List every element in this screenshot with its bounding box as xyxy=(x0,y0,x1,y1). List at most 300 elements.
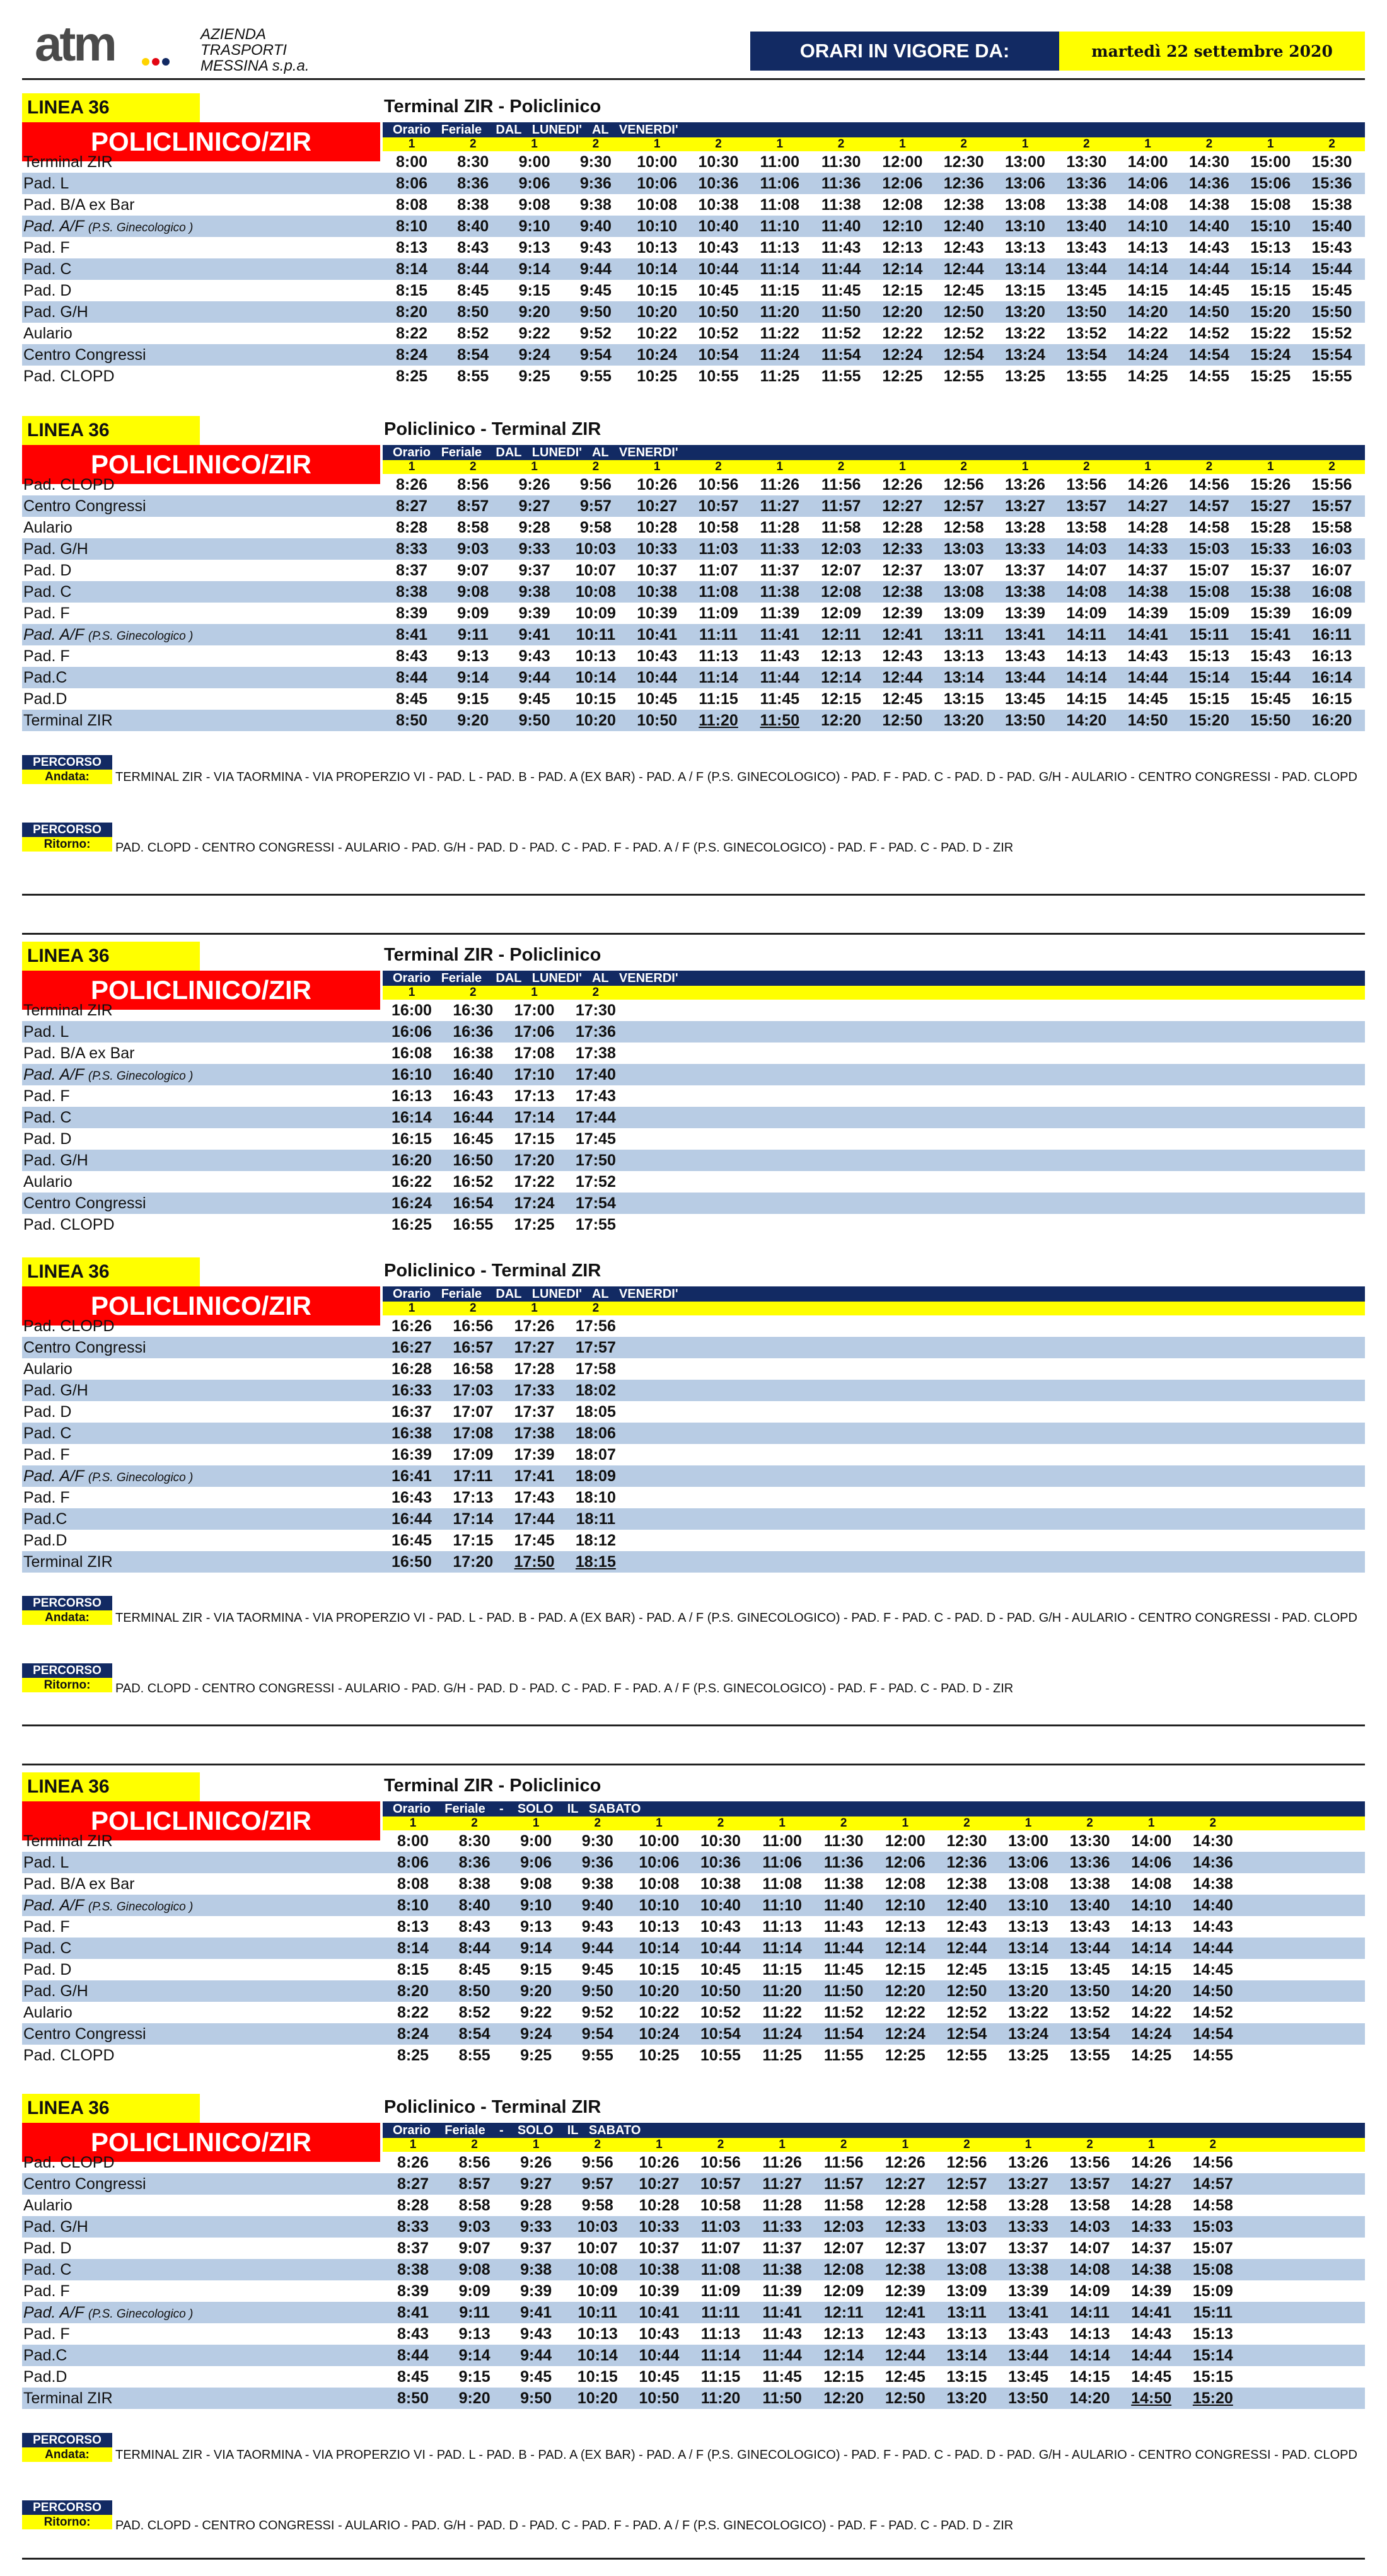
departure-time: 10:13 xyxy=(639,1918,680,1936)
departure-time: 11:14 xyxy=(760,260,800,278)
table-row xyxy=(22,1193,1365,1214)
departure-time: 9:45 xyxy=(520,2368,552,2386)
departure-time: 11:20 xyxy=(760,303,800,321)
departure-time: 14:15 xyxy=(1066,690,1107,708)
departure-time: 15:58 xyxy=(1311,519,1352,536)
departure-time: 15:43 xyxy=(1311,239,1352,257)
departure-time: 13:06 xyxy=(1005,175,1045,192)
departure-time: 15:40 xyxy=(1311,217,1352,235)
departure-time: 13:50 xyxy=(1066,303,1107,321)
departure-time: 15:14 xyxy=(1192,2347,1233,2364)
line-number: LINEA 36 xyxy=(22,416,200,445)
departure-time: 16:52 xyxy=(453,1173,494,1191)
departure-time: 11:50 xyxy=(821,303,861,321)
departure-time: 8:37 xyxy=(395,562,428,579)
departure-time: 13:20 xyxy=(1005,303,1045,321)
stop-name: Pad. F xyxy=(23,1489,70,1506)
table-row xyxy=(22,1107,1365,1128)
departure-time: 14:33 xyxy=(1131,2218,1172,2236)
departure-time: 9:43 xyxy=(579,239,612,257)
departure-time: 11:14 xyxy=(699,669,738,686)
departure-time: 11:45 xyxy=(760,690,800,708)
departure-time: 9:25 xyxy=(520,2047,552,2064)
departure-time: 10:06 xyxy=(639,1854,680,1871)
departure-time: 14:41 xyxy=(1131,2304,1172,2321)
departure-time: 12:52 xyxy=(946,2004,987,2021)
departure-time: 14:44 xyxy=(1188,260,1229,278)
departure-time: 9:33 xyxy=(520,2218,552,2236)
departure-time: 17:08 xyxy=(453,1424,494,1442)
departure-time: 16:45 xyxy=(392,1532,432,1549)
table-row xyxy=(22,237,1365,258)
table-row xyxy=(22,280,1365,301)
departure-time: 9:14 xyxy=(457,669,489,686)
trip-number: 1 xyxy=(531,986,538,999)
departure-time: 12:44 xyxy=(885,2347,926,2364)
trip-number: 2 xyxy=(840,1816,847,1830)
departure-time: 9:37 xyxy=(518,562,550,579)
trip-number: 1 xyxy=(408,986,415,999)
departure-time: 13:44 xyxy=(1069,1939,1110,1957)
departure-time: 8:28 xyxy=(397,2197,429,2214)
departure-time: 14:14 xyxy=(1069,2347,1110,2364)
departure-time: 12:06 xyxy=(885,1854,926,1871)
stop-name: Pad. F xyxy=(23,1918,70,1936)
departure-time: 16:57 xyxy=(453,1339,494,1356)
departure-time: 15:13 xyxy=(1188,647,1229,665)
departure-time: 9:38 xyxy=(579,196,612,214)
departure-time: 12:58 xyxy=(946,2197,987,2214)
departure-time: 13:43 xyxy=(1066,239,1107,257)
departure-time: 10:14 xyxy=(575,669,616,686)
stop-name: Pad.D xyxy=(23,1532,67,1549)
departure-time: 9:28 xyxy=(520,2197,552,2214)
departure-time: 10:52 xyxy=(700,2004,741,2021)
departure-time: 15:52 xyxy=(1311,325,1352,342)
departure-time: 16:20 xyxy=(1311,712,1352,729)
departure-time: 13:39 xyxy=(1008,2282,1048,2300)
departure-time: 15:22 xyxy=(1250,325,1291,342)
departure-time: 13:13 xyxy=(1005,239,1045,257)
trip-number: 1 xyxy=(408,137,415,151)
departure-time: 10:27 xyxy=(637,497,678,515)
table-row xyxy=(22,216,1365,237)
stop-name: Pad. G/H xyxy=(23,303,88,321)
departure-time: 11:22 xyxy=(762,2004,802,2021)
departure-time: 8:58 xyxy=(457,519,489,536)
departure-time: 15:15 xyxy=(1192,2368,1233,2386)
departure-time: 8:00 xyxy=(397,1832,429,1850)
route-label: POLICLINICO/ZIR xyxy=(22,1801,380,1840)
stop-name: Pad. B/A ex Bar xyxy=(23,1044,135,1062)
departure-time: 10:25 xyxy=(637,367,678,385)
departure-time: 9:28 xyxy=(518,519,550,536)
route-label: POLICLINICO/ZIR xyxy=(22,971,380,1010)
departure-time: 9:44 xyxy=(518,669,550,686)
table-row xyxy=(22,1916,1365,1938)
table-row xyxy=(22,2002,1365,2023)
departure-time: 14:24 xyxy=(1131,2025,1172,2043)
departure-time: 9:24 xyxy=(518,346,550,364)
departure-time: 8:22 xyxy=(397,2004,429,2021)
table-row xyxy=(22,2323,1365,2345)
trip-number: 2 xyxy=(1328,460,1335,473)
departure-time: 12:33 xyxy=(882,540,923,558)
table-row xyxy=(22,344,1365,366)
departure-time: 17:55 xyxy=(575,1216,616,1233)
svg-text:atm: atm xyxy=(35,24,115,68)
departure-time: 17:45 xyxy=(575,1130,616,1148)
trip-number: 1 xyxy=(1147,1816,1155,1830)
departure-time: 9:14 xyxy=(520,1939,552,1957)
departure-time: 17:52 xyxy=(575,1173,616,1191)
departure-time: 14:14 xyxy=(1127,260,1168,278)
route-label: POLICLINICO/ZIR xyxy=(22,445,380,484)
departure-time: 17:44 xyxy=(514,1510,555,1528)
trip-number: 2 xyxy=(1205,460,1213,473)
table-row xyxy=(22,301,1365,323)
departure-time: 8:55 xyxy=(457,367,489,385)
table-row xyxy=(22,151,1365,173)
departure-time: 13:25 xyxy=(1008,2047,1048,2064)
percorso-label: PERCORSO xyxy=(22,823,112,837)
departure-time: 11:45 xyxy=(823,1961,864,1978)
departure-time: 13:44 xyxy=(1066,260,1107,278)
departure-time: 11:38 xyxy=(760,583,800,601)
departure-time: 11:56 xyxy=(821,476,861,494)
departure-time: 14:15 xyxy=(1131,1961,1172,1978)
departure-time: 12:30 xyxy=(946,1832,987,1850)
stop-name: Centro Congressi xyxy=(23,346,146,364)
departure-time: 14:54 xyxy=(1192,2025,1233,2043)
departure-time: 14:14 xyxy=(1131,1939,1172,1957)
departure-time: 14:10 xyxy=(1127,217,1168,235)
departure-time: 17:39 xyxy=(514,1446,555,1464)
departure-time: 12:52 xyxy=(943,325,984,342)
stop-name: Pad. CLOPD xyxy=(23,367,115,385)
departure-time: 11:28 xyxy=(760,519,800,536)
stop-name: Pad. F xyxy=(23,1087,70,1105)
service-days: Orario Feriale - SOLO IL SABATO xyxy=(383,2123,1365,2138)
departure-time: 11:43 xyxy=(821,239,861,257)
trip-number: 1 xyxy=(1021,460,1029,473)
route-label: POLICLINICO/ZIR xyxy=(22,1286,380,1326)
departure-time: 9:26 xyxy=(518,476,550,494)
trip-number: 2 xyxy=(1083,460,1090,473)
departure-time: 9:30 xyxy=(579,153,612,171)
departure-time: 8:10 xyxy=(395,217,428,235)
departure-time: 13:50 xyxy=(1008,2389,1048,2407)
table-row xyxy=(22,1530,1365,1551)
trip-number: 2 xyxy=(715,137,722,151)
departure-time: 13:14 xyxy=(1005,260,1045,278)
departure-time: 17:50 xyxy=(514,1553,555,1571)
departure-time: 10:45 xyxy=(700,1961,741,1978)
departure-time: 12:43 xyxy=(885,2325,926,2343)
departure-time: 12:56 xyxy=(943,476,984,494)
trip-number: 1 xyxy=(1144,137,1151,151)
departure-time: 11:52 xyxy=(821,325,861,342)
stop-name: Pad. CLOPD xyxy=(23,1216,115,1233)
departure-time: 14:45 xyxy=(1127,690,1168,708)
ritorno-label: Ritorno: xyxy=(22,2515,112,2529)
departure-time: 8:45 xyxy=(458,1961,490,1978)
table-row xyxy=(22,1064,1365,1085)
departure-time: 11:25 xyxy=(760,367,800,385)
departure-time: 14:50 xyxy=(1131,2389,1172,2407)
departure-time: 12:41 xyxy=(882,626,923,644)
table-row xyxy=(22,1508,1365,1530)
service-days: Orario Feriale DAL LUNEDI' AL VENERDI' xyxy=(383,1286,1365,1302)
departure-time: 15:20 xyxy=(1192,2389,1233,2407)
departure-time: 12:25 xyxy=(885,2047,926,2064)
departure-time: 13:26 xyxy=(1005,476,1045,494)
departure-time: 14:28 xyxy=(1131,2197,1172,2214)
departure-time: 13:39 xyxy=(1005,604,1045,622)
trip-number: 1 xyxy=(1147,2138,1155,2151)
departure-time: 10:26 xyxy=(637,476,678,494)
departure-time: 9:50 xyxy=(518,712,550,729)
departure-time: 12:50 xyxy=(943,303,984,321)
departure-time: 16:50 xyxy=(392,1553,432,1571)
departure-time: 11:13 xyxy=(699,647,738,665)
departure-time: 15:44 xyxy=(1250,669,1291,686)
departure-time: 9:03 xyxy=(457,540,489,558)
departure-time: 13:40 xyxy=(1069,1897,1110,1914)
departure-time: 11:09 xyxy=(700,2282,741,2300)
departure-time: 9:56 xyxy=(579,476,612,494)
departure-time: 9:54 xyxy=(579,346,612,364)
departure-time: 10:03 xyxy=(575,540,616,558)
departure-time: 10:44 xyxy=(639,2347,680,2364)
trip-number: 1 xyxy=(779,2138,786,2151)
departure-time: 9:10 xyxy=(518,217,550,235)
departure-time: 15:25 xyxy=(1250,367,1291,385)
departure-time: 12:14 xyxy=(823,2347,864,2364)
departure-time: 12:44 xyxy=(882,669,923,686)
departure-time: 12:54 xyxy=(943,346,984,364)
departure-time: 9:39 xyxy=(520,2282,552,2300)
trip-number: 2 xyxy=(717,2138,724,2151)
trip-number: 2 xyxy=(470,137,477,151)
departure-time: 14:56 xyxy=(1192,2154,1233,2171)
table-row xyxy=(22,2195,1365,2216)
trip-number: 2 xyxy=(1205,137,1213,151)
stop-name: Pad. C xyxy=(23,1939,72,1957)
departure-time: 14:09 xyxy=(1069,2282,1110,2300)
departure-time: 12:15 xyxy=(885,1961,926,1978)
ritorno-route: PAD. CLOPD - CENTRO CONGRESSI - AULARIO - PAD. G/H - PAD. D - PAD. C - PAD. F - PAD. A / F (P.S. GINECOLOGICO) - PAD. F - PAD. C - PAD. D - ZIR xyxy=(115,2519,1014,2533)
departure-time: 15:50 xyxy=(1250,712,1291,729)
departure-time: 10:15 xyxy=(639,1961,680,1978)
stop-name: Pad. D xyxy=(23,1130,72,1148)
departure-time: 14:10 xyxy=(1131,1897,1172,1914)
departure-time: 11:40 xyxy=(821,217,861,235)
departure-time: 16:25 xyxy=(392,1216,432,1233)
departure-time: 17:40 xyxy=(575,1066,616,1083)
departure-time: 13:14 xyxy=(946,2347,987,2364)
departure-time: 10:15 xyxy=(575,690,616,708)
departure-time: 13:37 xyxy=(1005,562,1045,579)
table-row xyxy=(22,1043,1365,1064)
departure-time: 13:08 xyxy=(946,2261,987,2279)
stop-name: Pad. A/F (P.S. Ginecologico ) xyxy=(23,2304,194,2321)
departure-time: 9:57 xyxy=(579,497,612,515)
departure-time: 10:58 xyxy=(700,2197,741,2214)
table-row xyxy=(22,366,1365,387)
departure-time: 13:00 xyxy=(1008,1832,1048,1850)
departure-time: 9:55 xyxy=(579,367,612,385)
departure-time: 12:09 xyxy=(821,604,862,622)
departure-time: 8:56 xyxy=(457,476,489,494)
departure-time: 14:40 xyxy=(1192,1897,1233,1914)
trip-number: 1 xyxy=(653,460,661,473)
departure-time: 16:26 xyxy=(392,1317,432,1335)
departure-time: 9:45 xyxy=(579,282,612,299)
table-row xyxy=(22,1852,1365,1873)
departure-time: 10:14 xyxy=(639,1939,680,1957)
departure-time: 10:24 xyxy=(637,346,678,364)
departure-time: 8:39 xyxy=(397,2282,429,2300)
departure-time: 11:39 xyxy=(762,2282,802,2300)
departure-time: 15:57 xyxy=(1311,497,1352,515)
departure-time: 8:26 xyxy=(397,2154,429,2171)
departure-time: 10:11 xyxy=(576,626,616,644)
stop-name: Aulario xyxy=(23,519,73,536)
stop-name: Aulario xyxy=(23,325,73,342)
departure-time: 14:27 xyxy=(1127,497,1168,515)
departure-time: 8:40 xyxy=(457,217,489,235)
departure-time: 10:00 xyxy=(639,1832,680,1850)
departure-time: 12:20 xyxy=(885,1982,926,2000)
departure-time: 13:11 xyxy=(944,626,984,644)
trip-number: 1 xyxy=(902,1816,909,1830)
table-row xyxy=(22,538,1365,560)
departure-time: 13:09 xyxy=(943,604,984,622)
departure-time: 9:09 xyxy=(457,604,489,622)
departure-time: 11:27 xyxy=(762,2175,802,2193)
departure-time: 13:41 xyxy=(1008,2304,1048,2321)
departure-time: 15:08 xyxy=(1188,583,1229,601)
departure-time: 14:58 xyxy=(1188,519,1229,536)
departure-time: 8:50 xyxy=(458,1982,490,2000)
departure-time: 15:09 xyxy=(1192,2282,1233,2300)
departure-time: 11:14 xyxy=(700,2347,741,2364)
departure-time: 13:58 xyxy=(1066,519,1107,536)
departure-time: 11:36 xyxy=(821,175,861,192)
departure-time: 17:26 xyxy=(514,1317,555,1335)
departure-time: 10:33 xyxy=(639,2218,680,2236)
trip-number: 1 xyxy=(1144,460,1151,473)
trip-number: 2 xyxy=(963,2138,970,2151)
departure-time: 18:15 xyxy=(575,1553,616,1571)
departure-time: 15:45 xyxy=(1250,690,1291,708)
departure-time: 14:55 xyxy=(1192,2047,1233,2064)
departure-time: 18:09 xyxy=(575,1467,616,1485)
departure-time: 16:06 xyxy=(392,1023,432,1041)
departure-time: 8:36 xyxy=(457,175,489,192)
departure-time: 15:03 xyxy=(1192,2218,1233,2236)
departure-time: 14:50 xyxy=(1127,712,1168,729)
departure-time: 8:08 xyxy=(395,196,428,214)
stop-name: Terminal ZIR xyxy=(23,1553,113,1571)
departure-time: 17:15 xyxy=(453,1532,494,1549)
departure-time: 17:03 xyxy=(453,1382,494,1399)
departure-time: 13:38 xyxy=(1069,1875,1110,1893)
departure-time: 13:38 xyxy=(1008,2261,1048,2279)
departure-time: 12:50 xyxy=(946,1982,987,2000)
departure-time: 11:24 xyxy=(762,2025,802,2043)
departure-time: 9:41 xyxy=(518,626,550,644)
trip-number: 2 xyxy=(960,460,967,473)
departure-time: 14:08 xyxy=(1069,2261,1110,2279)
departure-time: 17:24 xyxy=(514,1194,555,1212)
departure-time: 13:36 xyxy=(1069,1854,1110,1871)
departure-time: 15:15 xyxy=(1188,690,1229,708)
departure-time: 14:38 xyxy=(1131,2261,1172,2279)
departure-time: 16:37 xyxy=(392,1403,432,1421)
departure-time: 9:43 xyxy=(581,1918,613,1936)
stop-name: Pad. L xyxy=(23,175,69,192)
andata-label: Andata: xyxy=(22,770,112,784)
departure-time: 13:33 xyxy=(1005,540,1045,558)
departure-time: 14:43 xyxy=(1131,2325,1172,2343)
departure-time: 14:28 xyxy=(1127,519,1168,536)
departure-time: 8:33 xyxy=(395,540,428,558)
departure-time: 12:24 xyxy=(882,346,923,364)
stop-name: Pad.D xyxy=(23,2368,67,2386)
stop-name: Aulario xyxy=(23,2197,73,2214)
departure-time: 11:10 xyxy=(760,217,800,235)
trip-number: 1 xyxy=(1267,137,1274,151)
departure-time: 12:50 xyxy=(882,712,923,729)
departure-time: 11:03 xyxy=(700,2218,741,2236)
departure-time: 12:22 xyxy=(885,2004,926,2021)
departure-time: 10:10 xyxy=(639,1897,680,1914)
departure-time: 10:58 xyxy=(698,519,739,536)
departure-time: 17:56 xyxy=(575,1317,616,1335)
departure-time: 11:26 xyxy=(762,2154,802,2171)
trip-number: 1 xyxy=(653,137,661,151)
stop-name: Pad. CLOPD xyxy=(23,2047,115,2064)
departure-time: 14:37 xyxy=(1127,562,1168,579)
departure-time: 13:54 xyxy=(1066,346,1107,364)
departure-time: 12:20 xyxy=(823,2389,864,2407)
departure-time: 11:37 xyxy=(762,2239,802,2257)
trip-number: 1 xyxy=(531,137,538,151)
departure-time: 11:38 xyxy=(821,196,861,214)
departure-time: 13:08 xyxy=(1008,1875,1048,1893)
departure-time: 14:36 xyxy=(1188,175,1229,192)
departure-time: 10:50 xyxy=(698,303,739,321)
departure-time: 16:45 xyxy=(453,1130,494,1148)
departure-time: 9:39 xyxy=(518,604,550,622)
departure-time: 10:54 xyxy=(698,346,739,364)
departure-time: 11:22 xyxy=(760,325,800,342)
trip-number: 1 xyxy=(1267,460,1274,473)
departure-time: 8:20 xyxy=(397,1982,429,2000)
departure-time: 14:11 xyxy=(1067,626,1106,644)
departure-time: 10:25 xyxy=(639,2047,680,2064)
stop-name: Centro Congressi xyxy=(23,497,146,515)
departure-time: 14:45 xyxy=(1188,282,1229,299)
departure-time: 11:56 xyxy=(823,2154,864,2171)
departure-time: 10:09 xyxy=(577,2282,618,2300)
departure-time: 11:30 xyxy=(823,1832,864,1850)
departure-time: 13:00 xyxy=(1005,153,1045,171)
divider xyxy=(22,1764,1365,1765)
departure-time: 9:58 xyxy=(581,2197,613,2214)
